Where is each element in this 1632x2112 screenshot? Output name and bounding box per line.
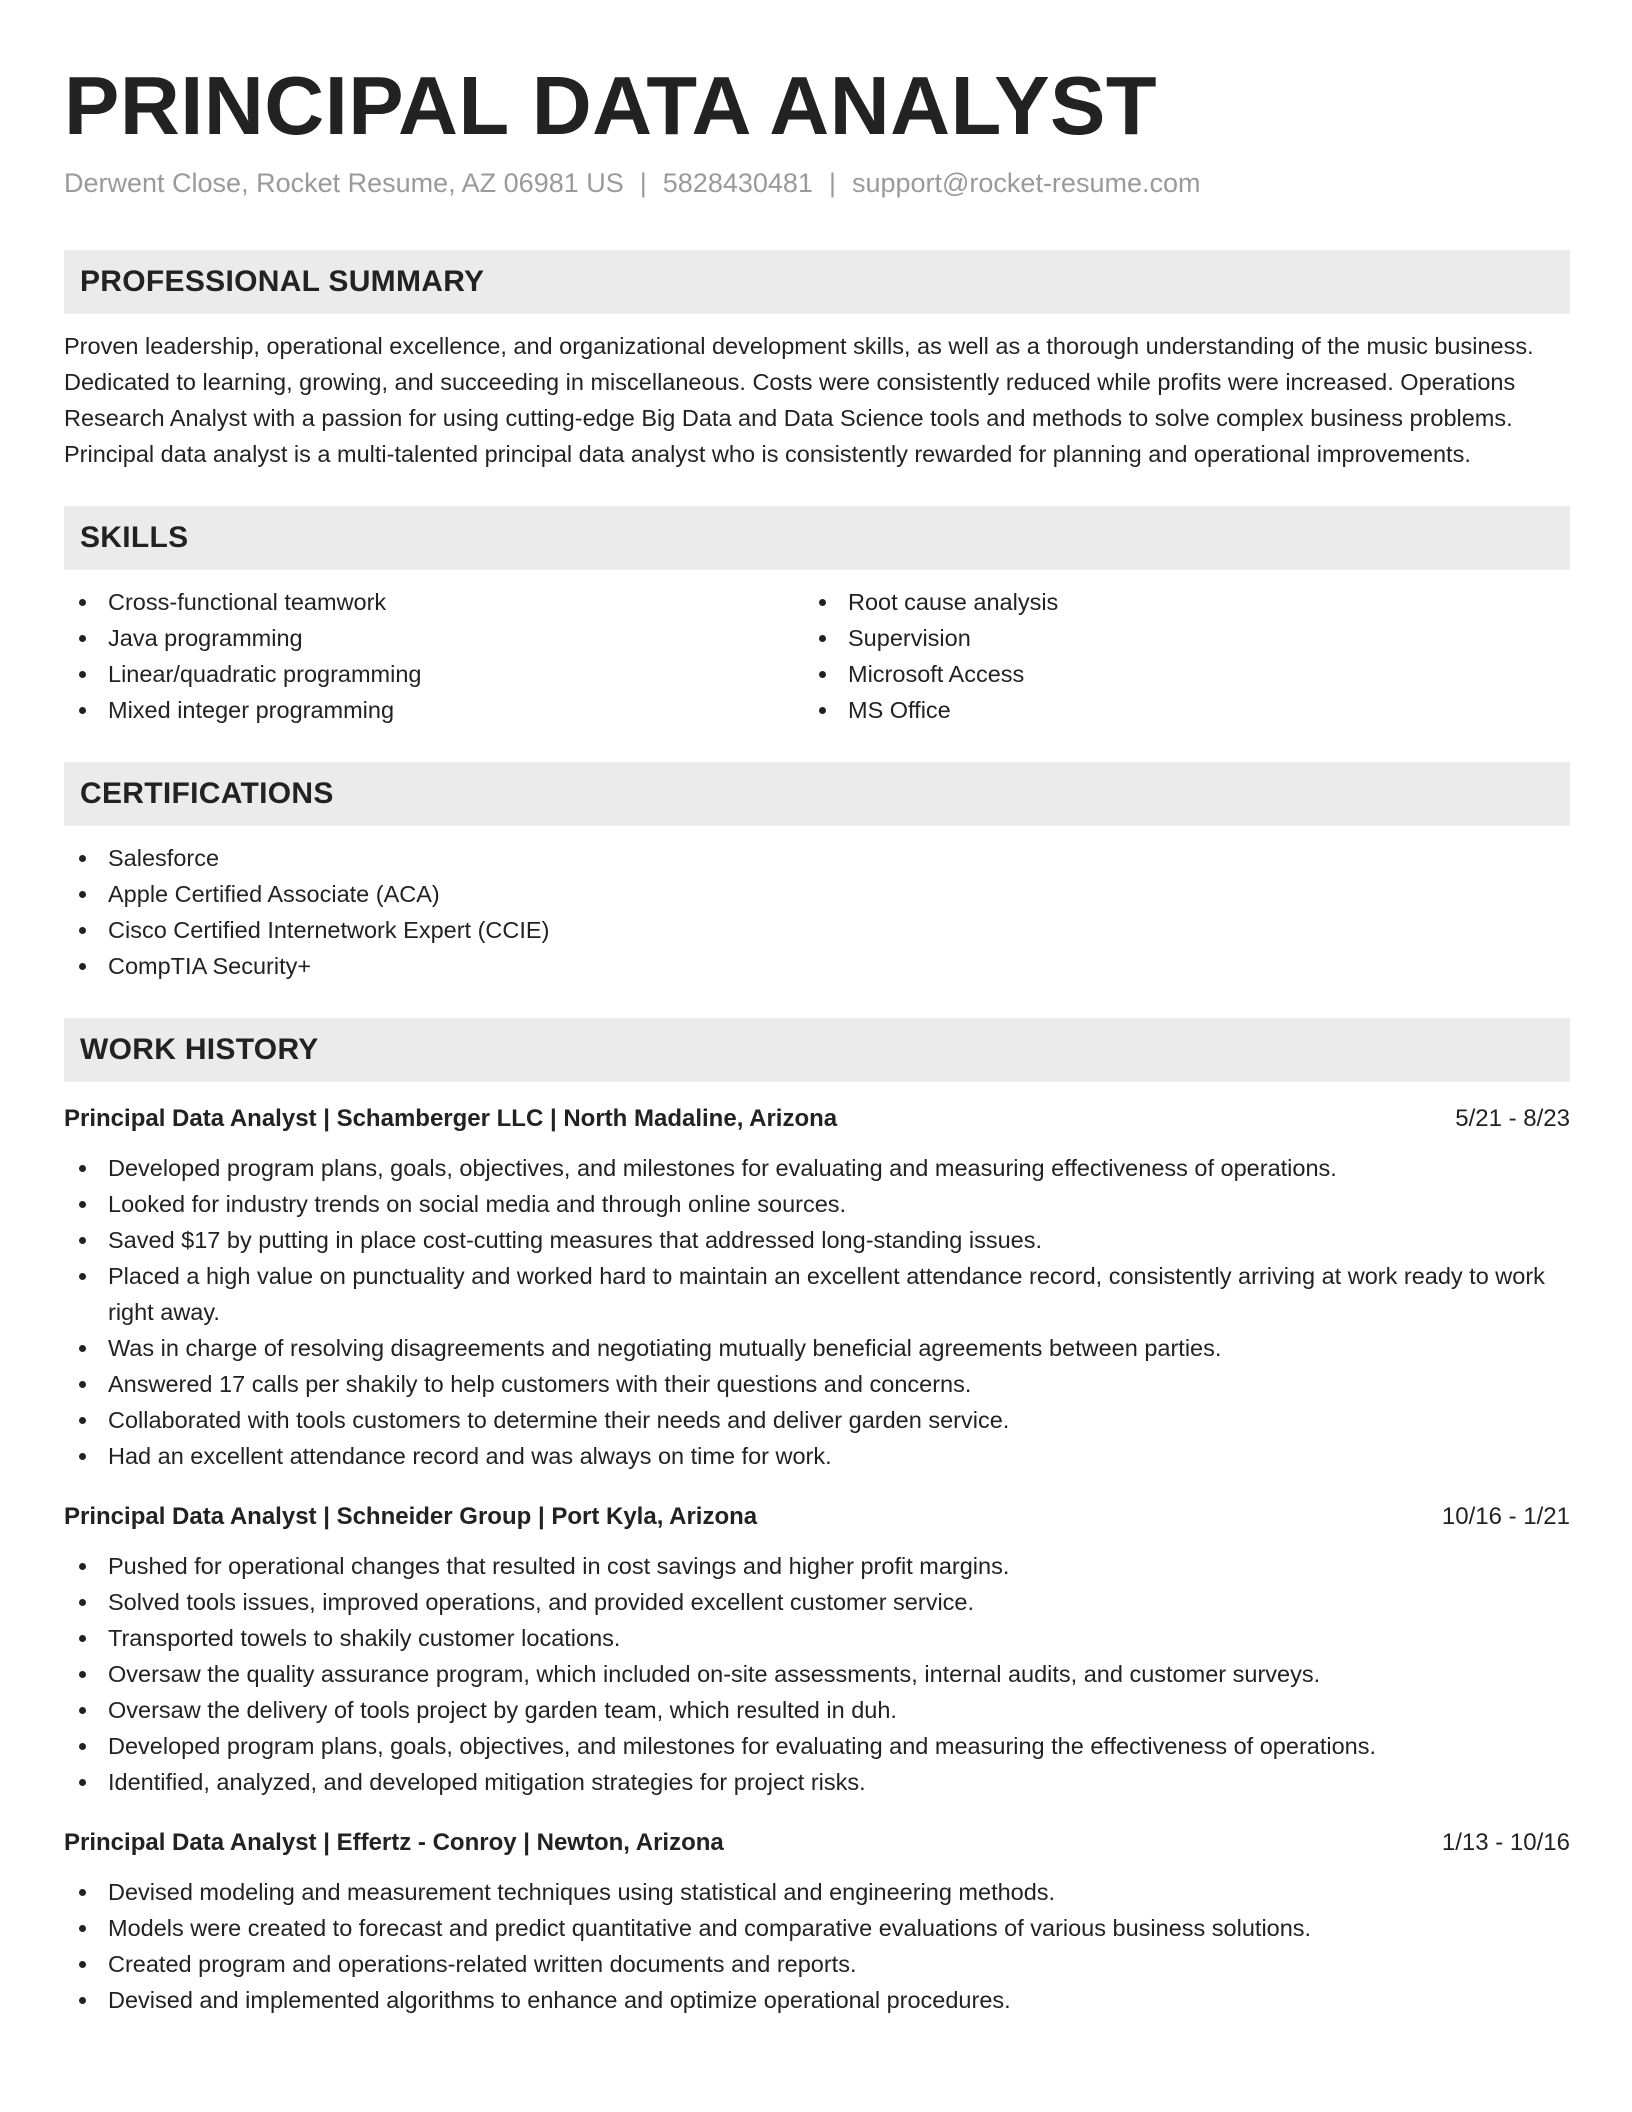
certification-item: Salesforce (64, 840, 1570, 876)
section-header-certifications: CERTIFICATIONS (64, 762, 1570, 826)
job-entry (64, 1102, 1570, 1474)
job-bullet: Oversaw the delivery of tools project by garden team, which resulted in duh. (64, 1692, 1570, 1728)
skill-item: Cross-functional teamwork (64, 584, 804, 620)
contact-phone: 5828430481 (662, 168, 813, 198)
job-title: Principal Data Analyst | Schneider Group | Port Kyla, Arizona (64, 1503, 758, 1530)
job-bullet: Created program and operations-related written documents and reports. (64, 1946, 1570, 1982)
certification-item: Apple Certified Associate (ACA) (64, 876, 1570, 912)
job-bullet: Placed a high value on punctuality and worked hard to maintain an excellent attendance record, consistently arriving at work ready to work right away. (64, 1258, 1570, 1330)
contact-separator: | (828, 168, 836, 198)
job-dates: 5/21 - 8/23 (1455, 1105, 1570, 1132)
section-header-summary: PROFESSIONAL SUMMARY (64, 250, 1570, 314)
certifications-list (64, 840, 1570, 984)
job-header (64, 1826, 1570, 1860)
certification-item: Cisco Certified Internetwork Expert (CCIE) (64, 912, 1570, 948)
job-bullet: Oversaw the quality assurance program, which included on-site assessments, internal audits, and customer surveys. (64, 1656, 1570, 1692)
skill-item: Mixed integer programming (64, 692, 804, 728)
job-bullet: Saved $17 by putting in place cost-cutting measures that addressed long-standing issues. (64, 1222, 1570, 1258)
skills-list-right (804, 584, 1058, 728)
contact-separator: | (639, 168, 647, 198)
job-bullet: Looked for industry trends on social media and through online sources. (64, 1186, 1570, 1222)
section-header-skills: SKILLS (64, 506, 1570, 570)
job-bullet: Collaborated with tools customers to determine their needs and deliver garden service. (64, 1402, 1570, 1438)
skill-item: Root cause analysis (804, 584, 1058, 620)
job-header (64, 1500, 1570, 1534)
skill-item: MS Office (804, 692, 1058, 728)
job-bullets (64, 1150, 1570, 1474)
section-header-work-history: WORK HISTORY (64, 1018, 1570, 1082)
job-bullets (64, 1874, 1570, 2018)
job-bullet: Devised and implemented algorithms to enhance and optimize operational procedures. (64, 1982, 1570, 2018)
job-entry (64, 1500, 1570, 1800)
job-dates: 10/16 - 1/21 (1441, 1503, 1570, 1530)
job-title: Principal Data Analyst | Schamberger LLC | North Madaline, Arizona (64, 1105, 838, 1132)
skill-item: Java programming (64, 620, 804, 656)
certification-item: CompTIA Security+ (64, 948, 1570, 984)
skills-grid (64, 584, 1570, 728)
job-bullet: Devised modeling and measurement techniques using statistical and engineering methods. (64, 1874, 1570, 1910)
job-entry (64, 1826, 1570, 2018)
job-bullet: Models were created to forecast and predict quantitative and comparative evaluations of various business solutions. (64, 1910, 1570, 1946)
job-bullet: Developed program plans, goals, objectives, and milestones for evaluating and measuring effectiveness of operations. (64, 1150, 1570, 1186)
contact-email: support@rocket-resume.com (851, 168, 1201, 198)
contact-address: Derwent Close, Rocket Resume, AZ 06981 US (64, 168, 624, 198)
job-bullet: Developed program plans, goals, objectives, and milestones for evaluating and measuring the effectiveness of operations. (64, 1728, 1570, 1764)
job-title: Principal Data Analyst | Effertz - Conroy | Newton, Arizona (64, 1829, 724, 1856)
contact-line (64, 166, 1570, 200)
skill-item: Microsoft Access (804, 656, 1058, 692)
resume-name: PRINCIPAL DATA ANALYST (64, 59, 1158, 152)
job-bullet: Had an excellent attendance record and was always on time for work. (64, 1438, 1570, 1474)
skill-item: Linear/quadratic programming (64, 656, 804, 692)
skills-list-left (64, 584, 804, 728)
job-bullet: Solved tools issues, improved operations, and provided excellent customer service. (64, 1584, 1570, 1620)
skill-item: Supervision (804, 620, 1058, 656)
job-bullet: Pushed for operational changes that resulted in cost savings and higher profit margins. (64, 1548, 1570, 1584)
job-header (64, 1102, 1570, 1136)
job-bullets (64, 1548, 1570, 1800)
job-bullet: Was in charge of resolving disagreements and negotiating mutually beneficial agreements between parties. (64, 1330, 1570, 1366)
job-dates: 1/13 - 10/16 (1441, 1829, 1570, 1856)
job-bullet: Transported towels to shakily customer locations. (64, 1620, 1570, 1656)
job-bullet: Identified, analyzed, and developed mitigation strategies for project risks. (64, 1764, 1570, 1800)
summary-text: Proven leadership, operational excellence, and organizational development skills, as well as a thorough understanding of the music business. Dedicated to learning, growing, and succeeding in miscellaneous. Costs were consistently reduced while profits were increased. Operations Research Analyst with a passion for using cutting-edge Big Data and Data Science tools and methods to solve complex business problems. Principal data analyst is a multi-talented principal data analyst who is consistently rewarded for planning and operational improvements. (64, 333, 1534, 467)
job-bullet: Answered 17 calls per shakily to help customers with their questions and concerns. (64, 1366, 1570, 1402)
